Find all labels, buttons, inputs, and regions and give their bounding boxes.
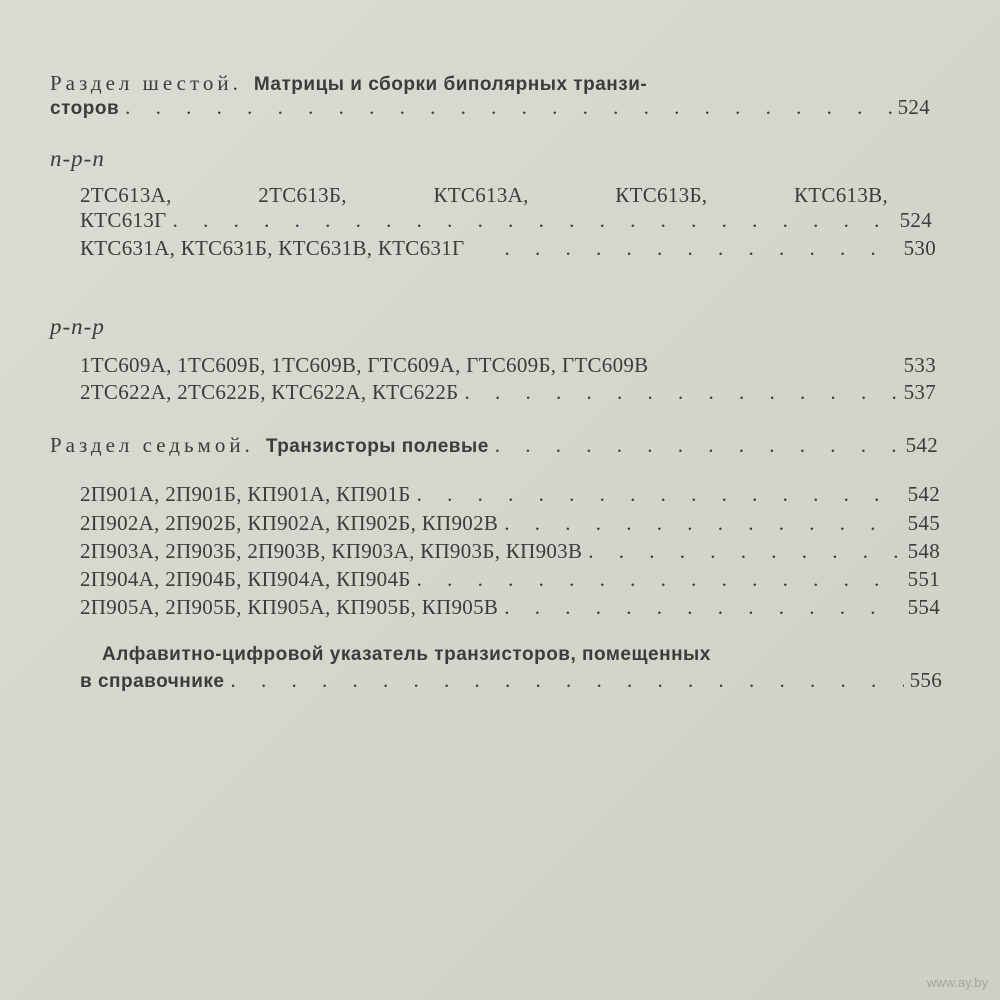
fet-row (80, 569, 940, 590)
index-page: 556 (909, 668, 942, 692)
leader-dots (417, 569, 902, 590)
pnp-row2 (80, 382, 936, 403)
pnp-row2-page: 537 (903, 380, 936, 404)
leader-dots (504, 238, 897, 259)
leader-dots (495, 435, 900, 456)
npn-item: 2ТС613А, (80, 183, 172, 207)
fet-row (80, 597, 940, 618)
npn-row2 (80, 210, 932, 231)
fet-row-text: 2П903А, 2П903Б, 2П903В, КП903А, КП903Б, КП903В (80, 539, 583, 563)
fet-row (80, 513, 940, 534)
section7-title: Транзисторы полевые (265, 436, 489, 457)
section7-label: Раздел седьмой. (50, 433, 254, 457)
section7-page: 542 (905, 433, 938, 457)
npn-row1-items (80, 185, 888, 206)
fet-row-text: 2П905А, 2П905Б, КП905А, КП905Б, КП905В (80, 595, 499, 619)
pnp-heading: p-n-p (50, 314, 105, 339)
section6-heading-line1 (50, 73, 880, 94)
section6-heading-line2 (50, 97, 930, 118)
fet-row-page: 545 (907, 511, 940, 535)
pnp-row1-text: 1ТС609А, 1ТС609Б, 1ТС609В, ГТС609А, ГТС609Б, ГТС609В (80, 353, 649, 377)
leader-dots (588, 541, 901, 562)
section6-page: 524 (897, 95, 930, 119)
section6-title-line1: Матрицы и сборки биполярных транзи- (253, 74, 648, 95)
npn-row3 (80, 238, 936, 259)
pnp-row1-page: 533 (903, 353, 936, 377)
section6-title-line2: сторов (50, 98, 120, 119)
npn-row2-page: 524 (899, 208, 932, 232)
fet-row (80, 484, 940, 505)
section6-label: Раздел шестой. (50, 71, 242, 95)
npn-item: КТС613А, (433, 183, 529, 207)
fet-row-text: 2П901А, 2П901Б, КП901А, КП901Б (80, 482, 411, 506)
npn-item: КТС613Б, (615, 183, 708, 207)
npn-row1 (80, 185, 888, 206)
section7-heading (50, 435, 938, 456)
leader-dots (231, 670, 904, 691)
npn-item: 2ТС613Б, (258, 183, 347, 207)
index-title-line1: Алфавитно-цифровой указатель транзисторов, помещенных (102, 644, 711, 665)
leader-dots (417, 484, 902, 505)
fet-row-text: 2П902А, 2П902Б, КП902А, КП902Б, КП902В (80, 511, 499, 535)
fet-row-page: 542 (907, 482, 940, 506)
npn-row3-text: КТС631А, КТС631Б, КТС631В, КТС631Г (80, 236, 465, 260)
fet-row-text: 2П904А, 2П904Б, КП904А, КП904Б (80, 567, 411, 591)
index-title-line2: в справочнике (80, 671, 225, 692)
leader-dots (125, 97, 891, 118)
pnp-row2-text: 2ТС622А, 2ТС622Б, КТС622А, КТС622Б (80, 380, 459, 404)
index-line1 (102, 645, 711, 664)
fet-row-page: 554 (907, 595, 940, 619)
index-line2 (80, 670, 942, 691)
leader-dots (173, 210, 894, 231)
npn-row2-text: КТС613Г (80, 208, 167, 232)
watermark: www.ay.by (926, 975, 988, 990)
npn-item: КТС613В, (794, 183, 888, 207)
npn-heading: n-p-n (50, 146, 105, 171)
leader-dots (504, 513, 901, 534)
fet-row (80, 541, 940, 562)
leader-dots (504, 597, 901, 618)
fet-row-page: 548 (907, 539, 940, 563)
fet-row-page: 551 (907, 567, 940, 591)
pnp-row1 (80, 355, 936, 376)
npn-row3-page: 530 (903, 236, 936, 260)
leader-dots (465, 382, 898, 403)
